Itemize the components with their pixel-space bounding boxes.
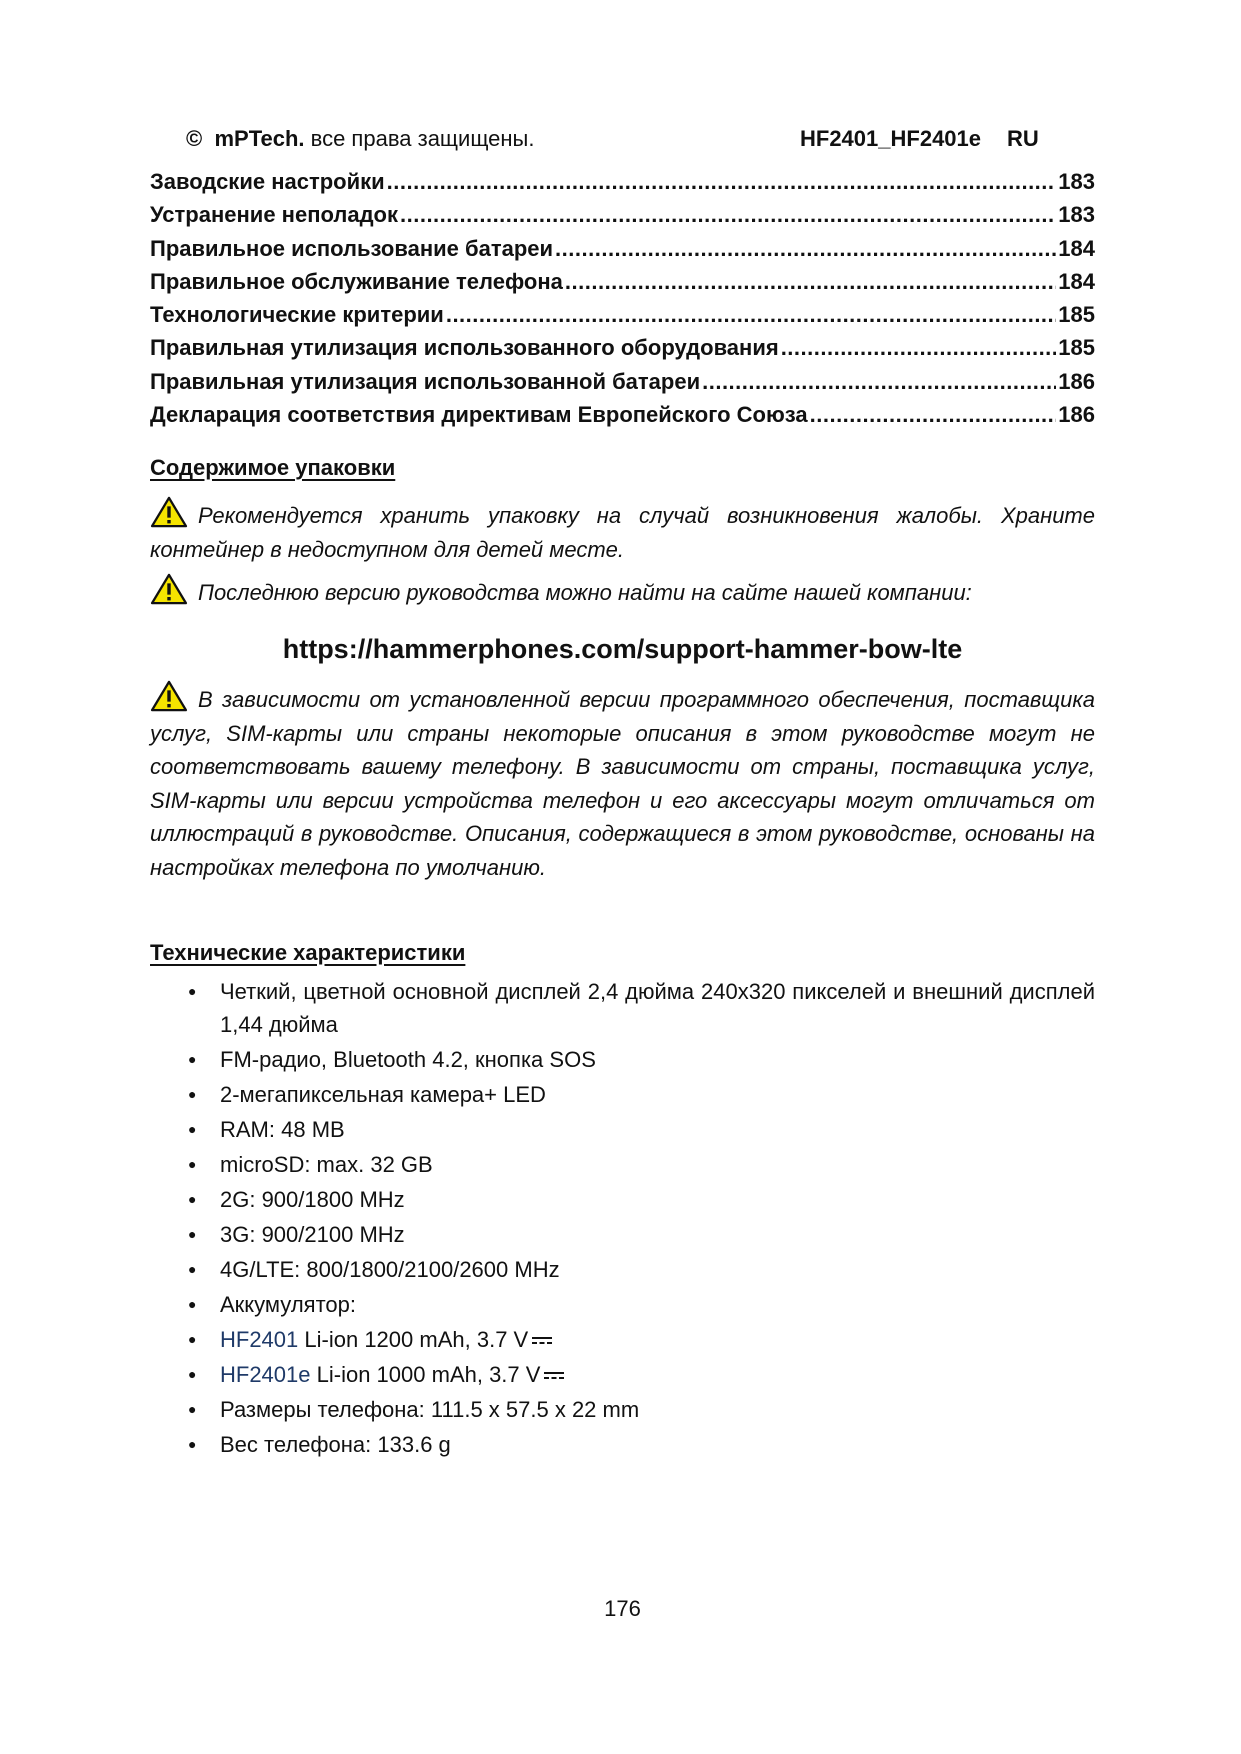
toc-entry[interactable] xyxy=(150,265,1095,298)
battery-spec: Li-ion 1000 mAh, 3.7 V xyxy=(316,1362,541,1387)
toc-entry[interactable] xyxy=(150,398,1095,431)
specs-heading: Технические характеристики xyxy=(150,940,466,965)
battery-spec: Li-ion 1200 mAh, 3.7 V xyxy=(304,1327,529,1352)
page-number: 176 xyxy=(604,1596,641,1621)
model-name: HF2401_HF2401e xyxy=(800,126,982,151)
battery-model: HF2401 xyxy=(220,1327,299,1352)
dc-voltage-icon xyxy=(544,1371,564,1381)
toc-entry-title: Правильная утилизация использованного оборудования xyxy=(150,335,779,361)
model-code xyxy=(800,124,1039,154)
package-heading: Содержимое упаковки xyxy=(150,455,396,480)
spec-item: ● Вес телефона: 133.6 g xyxy=(150,1428,1095,1461)
manual-version-text: Последнюю версию руководства можно найти на сайте нашей компании: xyxy=(198,580,972,605)
toc-leader xyxy=(400,198,1056,231)
document-page xyxy=(150,0,1095,1754)
toc-entry[interactable] xyxy=(150,165,1095,198)
spec-item: ● 3G: 900/2100 MHz xyxy=(150,1218,1095,1251)
toc-leader xyxy=(781,331,1057,364)
toc-entry-title: Правильное использование батареи xyxy=(150,235,554,261)
warning-icon xyxy=(150,496,188,528)
copyright-symbol: © xyxy=(186,126,203,151)
spec-item: ● Размеры телефона: 111.5 x 57.5 x 22 mm xyxy=(150,1393,1095,1426)
spec-item: ● 2-мегапиксельная камера+ LED xyxy=(150,1078,1095,1111)
support-url[interactable]: https://hammerphones.com/support-hammer-bow-lte xyxy=(282,634,963,664)
toc-entry-title: Правильная утилизация использованной батареи xyxy=(150,368,701,394)
toc-leader xyxy=(565,265,1056,298)
toc-entry[interactable] xyxy=(150,298,1095,331)
toc-entry-page: 186 xyxy=(1058,402,1095,428)
spec-item: ● RAM: 48 MB xyxy=(150,1113,1095,1146)
language-code: RU xyxy=(1007,126,1039,151)
battery-model: HF2401e xyxy=(220,1362,311,1387)
spec-item: ● 4G/LTE: 800/1800/2100/2600 MHz xyxy=(150,1253,1095,1286)
toc-leader xyxy=(387,165,1057,198)
brand-name: mPTech. xyxy=(214,126,305,151)
toc-entry-title: Правильное обслуживание телефона xyxy=(150,268,563,294)
spec-item: ● 2G: 900/1800 MHz xyxy=(150,1183,1095,1216)
warning-icon xyxy=(150,680,188,712)
specs-list xyxy=(150,975,1095,1463)
toc-entry-page: 184 xyxy=(1058,235,1095,261)
spec-item: ● FM-радио, Bluetooth 4.2, кнопка SOS xyxy=(150,1043,1095,1076)
toc-leader xyxy=(810,398,1057,431)
manual-version-warning xyxy=(150,573,1095,610)
toc-entry[interactable] xyxy=(150,331,1095,364)
software-version-warning xyxy=(150,680,1095,884)
table-of-contents xyxy=(150,165,1095,431)
toc-leader xyxy=(702,365,1056,398)
toc-entry[interactable] xyxy=(150,232,1095,265)
toc-entry-title: Декларация соответствия директивам Европейского Союза xyxy=(150,402,808,428)
spec-item: ● Аккумулятор: xyxy=(150,1288,1095,1321)
dc-voltage-icon xyxy=(532,1336,552,1346)
toc-entry-page: 183 xyxy=(1058,202,1095,228)
warning-icon xyxy=(150,573,188,605)
toc-entry-title: Устранение неполадок xyxy=(150,202,398,228)
toc-entry[interactable] xyxy=(150,365,1095,398)
spec-item-battery xyxy=(150,1358,1095,1391)
toc-entry-page: 186 xyxy=(1058,368,1095,394)
toc-entry[interactable] xyxy=(150,198,1095,231)
spec-item: ● Четкий, цветной основной дисплей 2,4 дюйма 240x320 пикселей и внешний дисплей 1,44 дюйма xyxy=(150,975,1095,1041)
toc-leader xyxy=(446,298,1056,331)
package-warning xyxy=(150,496,1095,566)
software-version-text: В зависимости от установленной версии программного обеспечения, поставщика услуг, SIM-карты или страны некоторые описания в этом руководстве могут не соответствовать вашему телефону. В зависимости от страны, поставщика услуг, SIM-карты или версии устройства телефон и его аксессуары могут отличаться от иллюстраций в руководстве. Описания, содержащиеся в этом руководстве, основаны на настройках телефона по умолчанию. xyxy=(150,687,1095,880)
rights-text: все права защищены. xyxy=(310,126,535,151)
spec-item: ● microSD: max. 32 GB xyxy=(150,1148,1095,1181)
toc-entry-page: 185 xyxy=(1058,302,1095,328)
toc-entry-title: Заводские настройки xyxy=(150,169,385,194)
spec-item-battery xyxy=(150,1323,1095,1356)
toc-entry-page: 185 xyxy=(1058,335,1095,361)
toc-entry-title: Технологические критерии xyxy=(150,302,444,328)
toc-entry-page: 184 xyxy=(1058,268,1095,294)
toc-leader xyxy=(555,232,1056,265)
package-warning-text: Рекомендуется хранить упаковку на случай возникновения жалобы. Храните контейнер в недоступном для детей месте. xyxy=(150,503,1095,562)
toc-entry-page: 183 xyxy=(1058,169,1095,194)
copyright-notice xyxy=(186,124,534,154)
